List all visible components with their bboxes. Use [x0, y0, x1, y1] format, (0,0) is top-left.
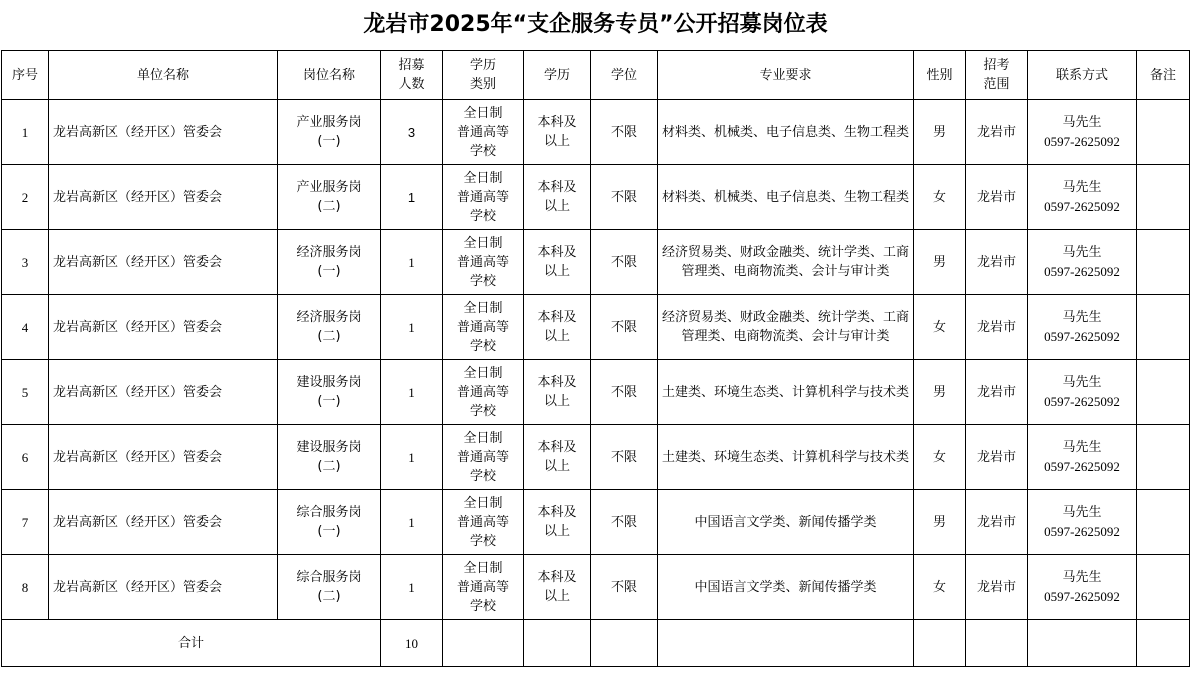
cell-edu-type-line1: 全日制	[463, 560, 503, 576]
cell-gender: 男	[914, 230, 966, 295]
cell-position-line2: (一)	[317, 394, 341, 409]
cell-position-line2: (二)	[317, 329, 341, 344]
header-major: 专业要求	[658, 51, 914, 100]
cell-edu-type-line3: 学校	[469, 273, 496, 289]
cell-major: 中国语言文学类、新闻传播学类	[658, 490, 914, 555]
cell-seq: 5	[2, 360, 49, 425]
cell-education-line2: 以上	[543, 264, 570, 279]
cell-remark	[1137, 230, 1190, 295]
header-scope-line1: 招考	[983, 58, 1010, 73]
cell-edu-type-line2: 普通高等	[456, 189, 509, 205]
header-remark: 备注	[1137, 51, 1190, 100]
cell-scope: 龙岩市	[966, 490, 1028, 555]
cell-edu-type-line1: 全日制	[463, 365, 503, 381]
cell-seq: 2	[2, 165, 49, 230]
recruitment-table	[1, 50, 1190, 667]
total-empty-cell	[966, 620, 1028, 667]
cell-contact	[1028, 555, 1137, 620]
cell-edu-type-line1: 全日制	[463, 170, 503, 186]
cell-unit: 龙岩高新区（经开区）管委会	[49, 165, 278, 230]
cell-unit: 龙岩高新区（经开区）管委会	[49, 230, 278, 295]
cell-position	[278, 230, 381, 295]
cell-edu-type	[443, 360, 524, 425]
cell-remark	[1137, 295, 1190, 360]
table-header-row	[2, 51, 1190, 100]
cell-education	[524, 230, 591, 295]
cell-remark	[1137, 490, 1190, 555]
cell-edu-type-line3: 学校	[469, 338, 496, 354]
cell-contact-name: 马先生	[1062, 180, 1102, 195]
cell-position-line1: 建设服务岗	[296, 375, 362, 390]
cell-education	[524, 360, 591, 425]
cell-edu-type-line2: 普通高等	[456, 514, 509, 530]
cell-gender: 男	[914, 490, 966, 555]
cell-major: 经济贸易类、财政金融类、统计学类、工商管理类、电商物流类、会计与审计类	[658, 230, 914, 295]
cell-edu-type-line1: 全日制	[463, 235, 503, 251]
cell-contact-phone: 0597-2625092	[1044, 199, 1120, 214]
cell-contact-name: 马先生	[1062, 440, 1102, 455]
cell-contact	[1028, 425, 1137, 490]
cell-degree: 不限	[591, 230, 658, 295]
total-label: 合计	[2, 620, 381, 667]
cell-position-line1: 综合服务岗	[296, 570, 362, 585]
cell-education-line1: 本科及	[537, 375, 577, 390]
cell-education-line2: 以上	[543, 589, 570, 604]
cell-contact-phone: 0597-2625092	[1044, 264, 1120, 279]
cell-unit: 龙岩高新区（经开区）管委会	[49, 295, 278, 360]
header-position: 岗位名称	[278, 51, 381, 100]
total-empty-cell	[914, 620, 966, 667]
cell-count: 1	[381, 555, 443, 620]
cell-gender: 女	[914, 555, 966, 620]
cell-count: 1	[381, 165, 443, 230]
cell-contact-name: 马先生	[1062, 570, 1102, 585]
cell-contact-phone: 0597-2625092	[1044, 134, 1120, 149]
cell-position	[278, 100, 381, 165]
header-contact: 联系方式	[1028, 51, 1137, 100]
cell-edu-type-line2: 普通高等	[456, 254, 509, 270]
cell-remark	[1137, 100, 1190, 165]
cell-contact-name: 马先生	[1062, 375, 1102, 390]
cell-education	[524, 555, 591, 620]
cell-major: 土建类、环境生态类、计算机科学与技术类	[658, 360, 914, 425]
cell-edu-type-line3: 学校	[469, 143, 496, 159]
header-count	[381, 51, 443, 100]
cell-education	[524, 100, 591, 165]
cell-unit: 龙岩高新区（经开区）管委会	[49, 100, 278, 165]
cell-count: 1	[381, 230, 443, 295]
cell-edu-type-line3: 学校	[469, 403, 496, 419]
cell-contact-name: 马先生	[1062, 115, 1102, 130]
cell-edu-type-line1: 全日制	[463, 495, 503, 511]
cell-education-line1: 本科及	[537, 115, 577, 130]
cell-edu-type-line3: 学校	[469, 533, 496, 549]
cell-edu-type-line3: 学校	[469, 468, 496, 484]
cell-education-line2: 以上	[543, 459, 570, 474]
cell-position	[278, 295, 381, 360]
header-count-line1: 招募	[398, 58, 425, 73]
cell-contact	[1028, 360, 1137, 425]
cell-contact	[1028, 165, 1137, 230]
cell-edu-type-line2: 普通高等	[456, 384, 509, 400]
cell-education-line2: 以上	[543, 199, 570, 214]
cell-education-line1: 本科及	[537, 180, 577, 195]
cell-education-line1: 本科及	[537, 440, 577, 455]
cell-edu-type	[443, 295, 524, 360]
cell-education-line1: 本科及	[537, 505, 577, 520]
cell-gender: 女	[914, 295, 966, 360]
total-empty-cell	[1028, 620, 1137, 667]
cell-edu-type-line2: 普通高等	[456, 319, 509, 335]
cell-degree: 不限	[591, 555, 658, 620]
cell-contact	[1028, 490, 1137, 555]
header-edu-type	[443, 51, 524, 100]
cell-scope: 龙岩市	[966, 295, 1028, 360]
cell-edu-type-line3: 学校	[469, 208, 496, 224]
table-row	[2, 360, 1190, 425]
cell-edu-type-line3: 学校	[469, 598, 496, 614]
cell-position	[278, 165, 381, 230]
cell-gender: 男	[914, 360, 966, 425]
cell-gender: 女	[914, 425, 966, 490]
cell-remark	[1137, 360, 1190, 425]
cell-degree: 不限	[591, 490, 658, 555]
cell-contact-phone: 0597-2625092	[1044, 329, 1120, 344]
cell-scope: 龙岩市	[966, 230, 1028, 295]
cell-position-line2: (二)	[317, 589, 341, 604]
cell-unit: 龙岩高新区（经开区）管委会	[49, 555, 278, 620]
total-empty-cell	[524, 620, 591, 667]
header-education: 学历	[524, 51, 591, 100]
table-row	[2, 555, 1190, 620]
cell-education-line1: 本科及	[537, 310, 577, 325]
cell-edu-type	[443, 425, 524, 490]
cell-position	[278, 555, 381, 620]
total-empty-cell	[1137, 620, 1190, 667]
cell-major: 材料类、机械类、电子信息类、生物工程类	[658, 100, 914, 165]
cell-edu-type-line2: 普通高等	[456, 579, 509, 595]
cell-position	[278, 360, 381, 425]
cell-gender: 女	[914, 165, 966, 230]
cell-position-line2: (一)	[317, 264, 341, 279]
cell-count: 1	[381, 490, 443, 555]
cell-contact-name: 马先生	[1062, 310, 1102, 325]
header-seq: 序号	[2, 51, 49, 100]
cell-seq: 3	[2, 230, 49, 295]
cell-remark	[1137, 555, 1190, 620]
cell-position-line1: 产业服务岗	[296, 115, 362, 130]
cell-degree: 不限	[591, 425, 658, 490]
cell-edu-type-line1: 全日制	[463, 430, 503, 446]
cell-contact-name: 马先生	[1062, 505, 1102, 520]
cell-seq: 6	[2, 425, 49, 490]
cell-degree: 不限	[591, 165, 658, 230]
total-empty-cell	[591, 620, 658, 667]
cell-unit: 龙岩高新区（经开区）管委会	[49, 425, 278, 490]
header-degree: 学位	[591, 51, 658, 100]
cell-education-line2: 以上	[543, 524, 570, 539]
cell-contact-name: 马先生	[1062, 245, 1102, 260]
total-row	[2, 620, 1190, 667]
table-row	[2, 100, 1190, 165]
cell-edu-type	[443, 490, 524, 555]
header-count-line2: 人数	[398, 77, 425, 92]
cell-contact	[1028, 230, 1137, 295]
cell-degree: 不限	[591, 360, 658, 425]
cell-edu-type	[443, 230, 524, 295]
cell-position-line2: (二)	[317, 199, 341, 214]
total-empty-cell	[658, 620, 914, 667]
cell-remark	[1137, 425, 1190, 490]
table-row	[2, 295, 1190, 360]
cell-scope: 龙岩市	[966, 100, 1028, 165]
cell-position-line1: 综合服务岗	[296, 505, 362, 520]
cell-contact-phone: 0597-2625092	[1044, 459, 1120, 474]
cell-education-line1: 本科及	[537, 245, 577, 260]
cell-degree: 不限	[591, 100, 658, 165]
cell-seq: 8	[2, 555, 49, 620]
cell-position	[278, 490, 381, 555]
cell-unit: 龙岩高新区（经开区）管委会	[49, 490, 278, 555]
cell-seq: 1	[2, 100, 49, 165]
table-row	[2, 165, 1190, 230]
cell-major: 土建类、环境生态类、计算机科学与技术类	[658, 425, 914, 490]
cell-education	[524, 295, 591, 360]
cell-education-line2: 以上	[543, 134, 570, 149]
cell-major: 材料类、机械类、电子信息类、生物工程类	[658, 165, 914, 230]
cell-count: 1	[381, 360, 443, 425]
cell-unit: 龙岩高新区（经开区）管委会	[49, 360, 278, 425]
total-count: 10	[381, 620, 443, 667]
cell-count: 1	[381, 295, 443, 360]
header-scope-line2: 范围	[983, 77, 1010, 92]
cell-count: 3	[381, 100, 443, 165]
cell-remark	[1137, 165, 1190, 230]
cell-education	[524, 165, 591, 230]
table-row	[2, 425, 1190, 490]
cell-scope: 龙岩市	[966, 555, 1028, 620]
header-gender: 性别	[914, 51, 966, 100]
cell-edu-type	[443, 555, 524, 620]
cell-scope: 龙岩市	[966, 425, 1028, 490]
cell-contact-phone: 0597-2625092	[1044, 589, 1120, 604]
cell-position-line2: (一)	[317, 524, 341, 539]
cell-count: 1	[381, 425, 443, 490]
cell-education	[524, 425, 591, 490]
cell-education-line2: 以上	[543, 394, 570, 409]
cell-position-line1: 建设服务岗	[296, 440, 362, 455]
cell-contact-phone: 0597-2625092	[1044, 524, 1120, 539]
page-title: 龙岩市2025年“支企服务专员”公开招募岗位表	[363, 12, 828, 37]
table-row	[2, 490, 1190, 555]
cell-degree: 不限	[591, 295, 658, 360]
cell-gender: 男	[914, 100, 966, 165]
header-edu-type-line2: 类别	[469, 77, 496, 92]
cell-edu-type-line2: 普通高等	[456, 449, 509, 465]
header-edu-type-line1: 学历	[469, 58, 496, 73]
cell-position-line1: 经济服务岗	[296, 310, 362, 325]
cell-contact	[1028, 100, 1137, 165]
header-scope	[966, 51, 1028, 100]
cell-major: 经济贸易类、财政金融类、统计学类、工商管理类、电商物流类、会计与审计类	[658, 295, 914, 360]
cell-edu-type	[443, 165, 524, 230]
cell-major: 中国语言文学类、新闻传播学类	[658, 555, 914, 620]
cell-edu-type-line1: 全日制	[463, 105, 503, 121]
cell-education-line1: 本科及	[537, 570, 577, 585]
cell-seq: 7	[2, 490, 49, 555]
cell-position-line1: 经济服务岗	[296, 245, 362, 260]
cell-edu-type-line2: 普通高等	[456, 124, 509, 140]
cell-edu-type-line1: 全日制	[463, 300, 503, 316]
cell-scope: 龙岩市	[966, 165, 1028, 230]
cell-contact-phone: 0597-2625092	[1044, 394, 1120, 409]
cell-position-line2: (一)	[317, 134, 341, 149]
cell-position	[278, 425, 381, 490]
cell-position-line1: 产业服务岗	[296, 180, 362, 195]
cell-edu-type	[443, 100, 524, 165]
cell-position-line2: (二)	[317, 459, 341, 474]
cell-scope: 龙岩市	[966, 360, 1028, 425]
cell-education-line2: 以上	[543, 329, 570, 344]
cell-education	[524, 490, 591, 555]
cell-contact	[1028, 295, 1137, 360]
total-empty-cell	[443, 620, 524, 667]
cell-seq: 4	[2, 295, 49, 360]
header-unit: 单位名称	[49, 51, 278, 100]
table-row	[2, 230, 1190, 295]
